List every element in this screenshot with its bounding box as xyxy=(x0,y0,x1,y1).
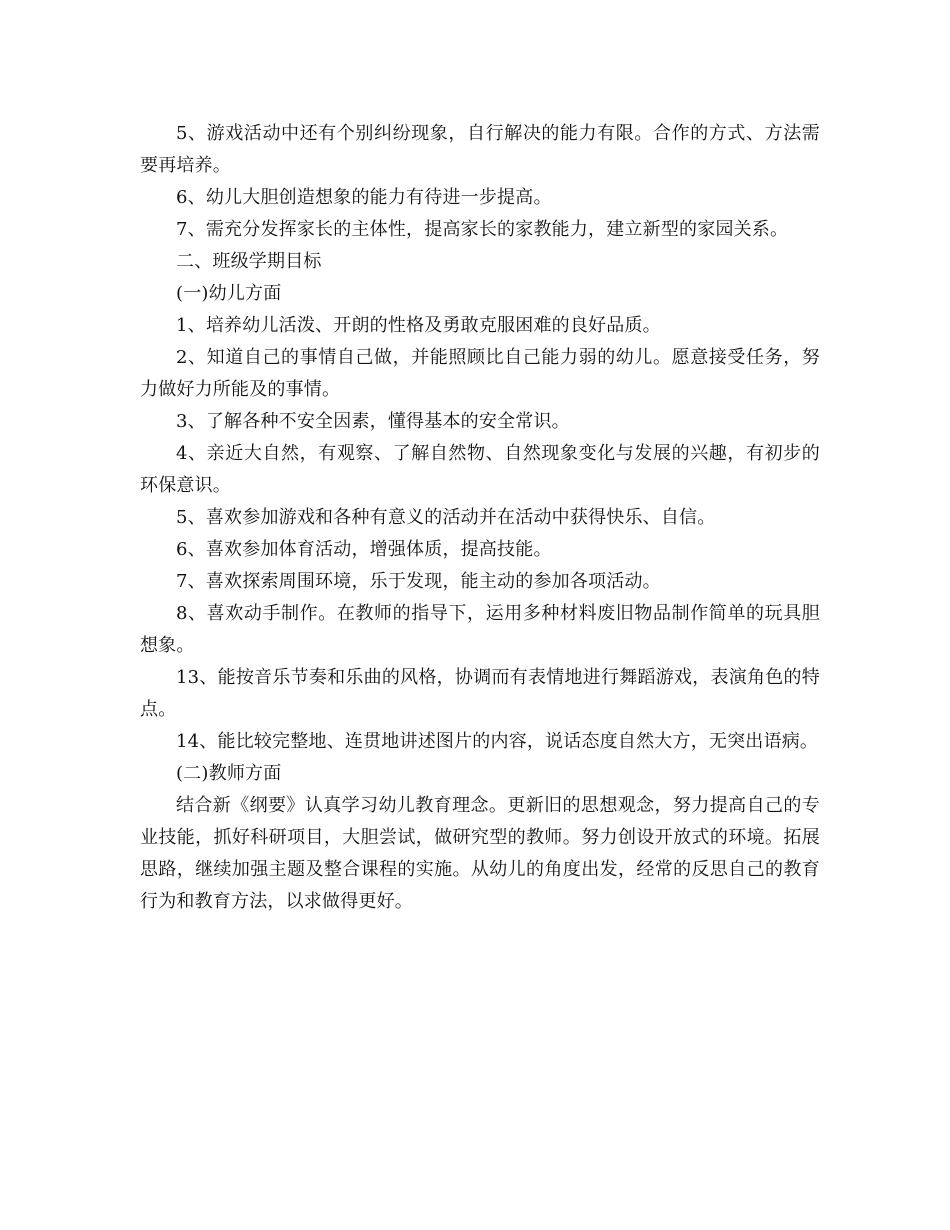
section-heading-2: 二、班级学期目标 xyxy=(176,251,322,272)
document-body xyxy=(140,118,820,918)
paragraph-1: 5、游戏活动中还有个别纠纷现象，自行解决的能力有限。合作的方式、方法需要再培养。 xyxy=(140,123,820,176)
paragraph-9: 4、亲近大自然，有观察、了解自然物、自然现象变化与发展的兴趣，有初步的环保意识。 xyxy=(140,443,820,496)
paragraph-6: 1、培养幼儿活泼、开朗的性格及勇敢克服困难的良好品质。 xyxy=(176,315,661,336)
paragraph-7: 2、知道自己的事情自己做，并能照顾比自己能力弱的幼儿。愿意接受任务，努力做好力所能及的事情。 xyxy=(140,347,820,400)
paragraph-10: 5、喜欢参加游戏和各种有意义的活动并在活动中获得快乐、自信。 xyxy=(176,507,716,528)
paragraph-3: 7、需充分发挥家长的主体性，提高家长的家教能力，建立新型的家园关系。 xyxy=(176,219,789,240)
paragraph-17: 结合新《纲要》认真学习幼儿教育理念。更新旧的思想观念，努力提高自己的专业技能，抓好科研项目，大胆尝试，做研究型的教师。努力创设开放式的环境。拓展思路，继续加强主题及整合课程的实施。从幼儿的角度出发，经常的反思自己的教育行为和教育方法，以求做得更好。 xyxy=(140,795,820,912)
paragraph-8: 3、了解各种不安全因素，懂得基本的安全常识。 xyxy=(176,411,570,432)
paragraph-13: 8、喜欢动手制作。在教师的指导下，运用多种材料废旧物品制作简单的玩具胆想象。 xyxy=(140,603,820,656)
paragraph-2: 6、幼儿大胆创造想象的能力有待进一步提高。 xyxy=(176,187,552,208)
paragraph-11: 6、喜欢参加体育活动，增强体质，提高技能。 xyxy=(176,539,552,560)
paragraph-12: 7、喜欢探索周围环境，乐于发现，能主动的参加各项活动。 xyxy=(176,571,661,592)
subsection-heading-2: (二)教师方面 xyxy=(176,763,282,784)
subsection-heading-1: (一)幼儿方面 xyxy=(176,283,282,304)
paragraph-15: 14、能比较完整地、连贯地讲述图片的内容，说话态度自然大方，无突出语病。 xyxy=(176,731,819,752)
paragraph-14: 13、能按音乐节奏和乐曲的风格，协调而有表情地进行舞蹈游戏，表演角色的特点。 xyxy=(140,667,820,720)
